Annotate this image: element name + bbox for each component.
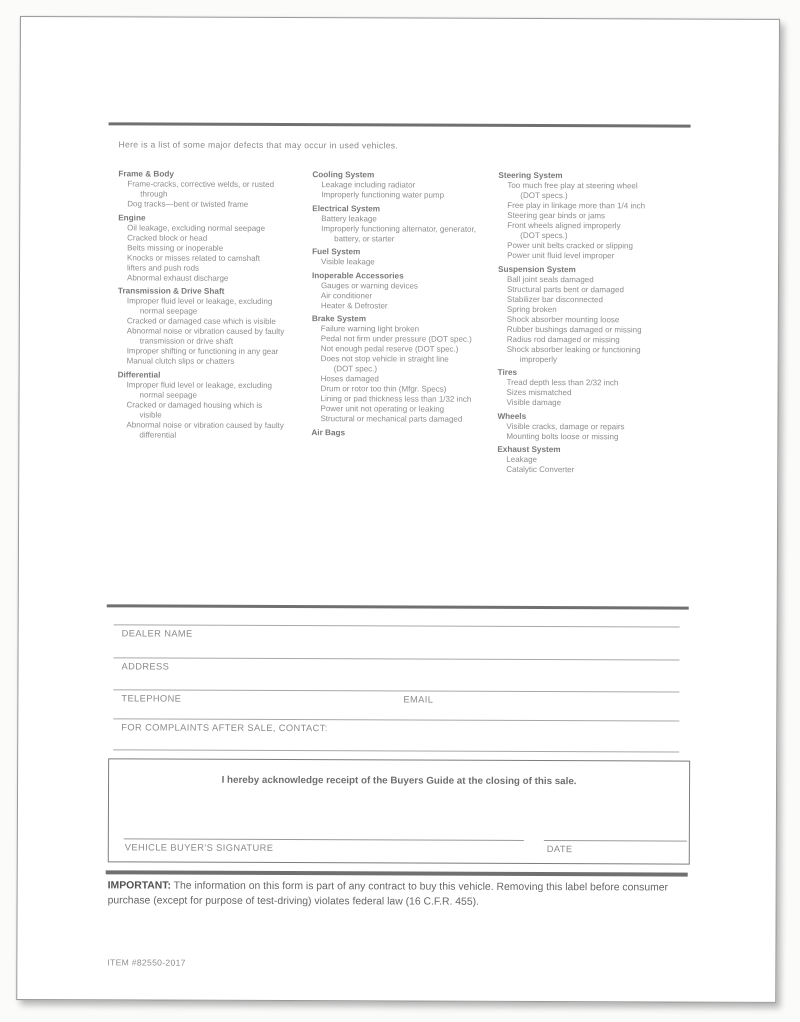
defect-category-heading: Wheels <box>497 411 527 421</box>
defect-category-heading: Exhaust System <box>497 444 561 455</box>
defect-item: Gauges or warning devices <box>320 280 418 291</box>
defect-item: Cracked or damaged housing which is <box>126 399 263 410</box>
dealer-name-label: DEALER NAME <box>121 628 193 639</box>
defect-item: Rubber bushings damaged or missing <box>506 324 642 334</box>
defect-item: Leakage including radiator <box>321 180 416 190</box>
defect-item: (DOT specs.) <box>520 190 568 201</box>
defect-item: Improper fluid level or leakage, excluding <box>126 379 273 390</box>
defect-item: improperly <box>519 354 558 364</box>
defect-category-heading: Suspension System <box>498 264 576 274</box>
defect-item: Ball joint seals damaged <box>506 274 594 284</box>
address-line <box>114 657 680 660</box>
defect-category-heading: Steering System <box>498 170 563 181</box>
defect-item: Drum or rotor too thin (Mfgr. Specs) <box>320 384 447 394</box>
defect-item: Structural or mechanical parts damaged <box>320 414 463 424</box>
defect-item: Leakage <box>506 454 538 464</box>
bottom-divider-rule <box>106 870 688 876</box>
defect-item: Power unit fluid level improper <box>507 250 615 261</box>
defect-item: Failure warning light broken <box>320 324 420 334</box>
defect-item: Visible leakage <box>321 257 375 267</box>
defect-item: Lining or pad thickness less than 1/32 inch <box>320 394 472 404</box>
defect-item: Visible cracks, damage or repairs <box>506 421 625 431</box>
defect-item: battery, or starter <box>334 233 395 243</box>
defects-column-3 <box>497 171 690 476</box>
address-label: ADDRESS <box>121 661 170 672</box>
defect-item: Radius rod damaged or missing <box>506 334 620 344</box>
defect-item: Abnormal noise or vibration caused by faulty <box>126 419 284 430</box>
defect-item: Dog tracks—bent or twisted frame <box>127 199 249 209</box>
buyer-signature-line <box>124 838 524 841</box>
defect-item: Abnormal exhaust discharge <box>126 272 229 283</box>
acknowledgment-box <box>108 758 690 864</box>
defect-item: Too much free play at steering wheel <box>507 180 638 191</box>
defect-item: Battery leakage <box>321 213 377 223</box>
defect-item: Improperly functioning alternator, generator, <box>321 223 476 234</box>
middle-divider-rule <box>107 604 689 609</box>
defect-item: transmission or drive shaft <box>139 336 234 346</box>
defect-item: (DOT specs.) <box>520 230 568 241</box>
defect-category-heading: Engine <box>118 212 146 222</box>
defect-category-heading: Differential <box>117 369 161 380</box>
dealer-name-line <box>114 624 680 627</box>
defect-item: Power unit belts cracked or slipping <box>507 240 633 251</box>
important-notice-lead: IMPORTANT: <box>107 880 171 892</box>
defect-category-heading: Inoperable Accessories <box>311 270 404 280</box>
item-number: ITEM #82550-2017 <box>107 957 186 968</box>
complaints-line <box>113 718 679 721</box>
acknowledgment-text: I hereby acknowledge receipt of the Buyers Guide at the closing of this sale. <box>221 774 577 788</box>
defect-item: Stabilizer bar disconnected <box>506 294 603 304</box>
defect-item: through <box>140 189 168 199</box>
defects-column-2 <box>311 170 504 438</box>
defect-item: Pedal not firm under pressure (DOT spec.) <box>320 334 472 344</box>
defect-item: Structural parts bent or damaged <box>506 284 624 294</box>
defect-item: normal seepage <box>139 306 198 316</box>
defect-item: Free play in linkage more than 1/4 inch <box>507 200 646 211</box>
defect-item: Oil leakage, excluding normal seepage <box>127 222 266 233</box>
defect-category-heading: Brake System <box>311 314 367 324</box>
buyer-signature-label: VEHICLE BUYER'S SIGNATURE <box>124 842 274 853</box>
defect-item: Cracked block or head <box>127 232 208 243</box>
defect-item: Catalytic Converter <box>506 464 575 475</box>
defect-item: Air conditioner <box>320 290 373 300</box>
defect-item: Belts missing or inoperable <box>127 242 224 253</box>
defects-list <box>117 169 693 475</box>
complaints-fill-line <box>113 749 679 752</box>
defect-item: Power unit not operating or leaking <box>320 404 445 414</box>
defect-item: visible <box>139 409 162 420</box>
defect-category-heading: Electrical System <box>312 203 381 213</box>
important-notice-body: The information on this form is part of any contract to buy this vehicle. Removing this label before consumer purchase (except for purpose of test-driving) violates federal law (16 C.F.R. 455). <box>107 880 669 908</box>
defect-item: Mounting bolts loose or missing <box>506 431 619 441</box>
defect-item: normal seepage <box>139 389 197 400</box>
defect-item: Frame-cracks, corrective welds, or rusted <box>127 179 275 189</box>
telephone-email-line <box>113 689 679 692</box>
important-notice <box>108 879 692 910</box>
defect-item: Shock absorber leaking or functioning <box>506 344 641 354</box>
top-divider-rule <box>109 122 691 127</box>
defect-item: Heater & Defroster <box>320 300 388 310</box>
defect-item: Does not stop vehicle in straight line <box>320 354 449 364</box>
defect-item: Cracked or damaged case which is visible <box>126 316 276 326</box>
defect-item: Front wheels aligned improperly <box>507 220 621 231</box>
defect-item: Tread depth less than 2/32 inch <box>506 377 619 388</box>
defect-item: Improper fluid level or leakage, excluding <box>126 296 273 306</box>
defect-item: Shock absorber mounting loose <box>506 314 620 324</box>
defect-item: Visible damage <box>506 397 562 408</box>
defect-item: Abnormal noise or vibration caused by faulty <box>126 326 285 337</box>
defect-category-heading: Frame & Body <box>118 169 174 179</box>
date-label: DATE <box>546 844 573 855</box>
defect-item: Not enough pedal reserve (DOT spec.) <box>320 344 459 354</box>
buyers-guide-back-page <box>16 16 780 1003</box>
intro-text: Here is a list of some major defects that may occur in used vehicles. <box>118 139 399 151</box>
defect-item: Hoses damaged <box>320 374 379 384</box>
defect-item: Steering gear binds or jams <box>507 210 606 221</box>
telephone-label: TELEPHONE <box>121 693 182 704</box>
defect-item: (DOT spec.) <box>333 364 378 374</box>
defect-item: Improper shifting or functioning in any gear <box>126 346 279 356</box>
defect-item: Improperly functioning water pump <box>321 190 445 200</box>
defect-item: differential <box>139 429 177 440</box>
defect-item: lifters and push rods <box>127 262 200 273</box>
defects-column-1 <box>117 169 310 440</box>
email-label: EMAIL <box>403 694 434 705</box>
defect-item: Manual clutch slips or chatters <box>126 356 235 366</box>
defect-item: Knocks or misses related to camshaft <box>127 252 261 263</box>
defect-category-heading: Transmission & Drive Shaft <box>117 286 225 296</box>
date-line <box>544 840 687 842</box>
defect-category-heading: Tires <box>497 367 518 377</box>
complaints-label: FOR COMPLAINTS AFTER SALE, CONTACT: <box>121 722 328 734</box>
defect-item: Spring broken <box>506 304 557 314</box>
defect-category-heading: Fuel System <box>312 247 361 257</box>
defect-category-heading: Air Bags <box>311 427 346 437</box>
defect-item: Sizes mismatched <box>506 387 572 398</box>
defect-category-heading: Cooling System <box>312 170 375 180</box>
